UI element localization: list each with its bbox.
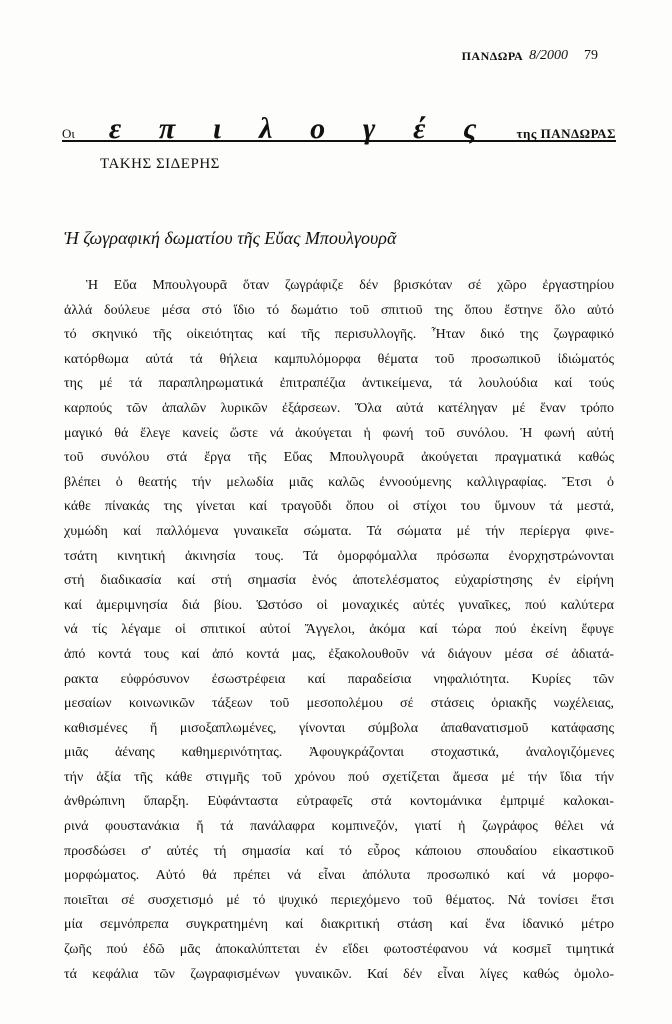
body-line: χυμώδη καί παλλόμενα γυναικεῖα σώματα. Τά σώματα μέ τήν περίεργα φινε-	[64, 523, 614, 539]
column-letter: γ	[362, 112, 376, 145]
page-number: 79	[584, 48, 598, 63]
body-line: μεσαίων κοινωνικῶν τάξεων τοῦ μεσοπολέμου σέ στάσεις ὁριακῆς νωχέλειας,	[64, 696, 614, 712]
body-line: ἀνθρώπινη ὕπαρξη. Εὐφάνταστα εὐτραφεῖς στά κοντομάνικα ἐμπριμέ καλοκαι-	[64, 794, 614, 810]
body-line: Ἡ Εὔα Μπουλγουρᾶ ὅταν ζωγράφιζε δέν βρισκόταν σέ χῶρο ἐργαστηρίου	[86, 278, 614, 293]
column-letter: ο	[310, 112, 326, 145]
body-line: τά κεφάλια τῶν ζωγραφισμένων γυναικῶν. Καί δέν εἶναι λίγες καθώς ὁμολο-	[64, 966, 614, 982]
body-line: της μέ τά παραπληρωματικά ἐπιτραπέζια ἀντικείμενα, τά λουλούδια καί τούς	[64, 376, 614, 392]
body-line: τοῦ συνόλου στά ἔργα τῆς Εὔας Μπουλγουρᾶ ἀκούγεται πραγματικά καθώς	[64, 450, 614, 466]
body-line: καθισμένες ἤ μισοξαπλωμένες, γίνονται σύμβολα ἀπαθανατισμοῦ κατάφασης	[64, 720, 614, 736]
journal-logo-text: ΠΑΝΔΩΡΑ	[461, 48, 524, 63]
body-line: καρπούς τῶν ἁπαλῶν λυρικῶν ἐξάρσεων. Ὅλα αὐτά κατέληγαν μέ ἕναν τρόπο	[64, 400, 614, 416]
column-letter: έ	[413, 112, 426, 145]
body-line: τήν ἀξία τῆς κάθε στιγμῆς τοῦ χρόνου πού σχετίζεται ἄμεσα μέ τήν ἴδια τήν	[64, 769, 614, 785]
body-line: μιᾶς ἀέναης καθημερινότητας. Ἀφουγκράζονται στοχαστικά, ἀναλογιζόμενες	[64, 745, 614, 761]
running-header	[462, 48, 598, 64]
body-line: νά τίς λέγαμε οἱ σπιτικοί αὐτοί Ἄγγελοι, ἀκόμα καί τώρα πού ἐκείνη ἔφυγε	[64, 622, 614, 638]
body-line: ἀλλά δούλευε μέσα στό ἴδιο τό δωμάτιο τοῦ σπιτιοῦ της ὅπου ἔστηνε ὅλο αὐτό	[64, 302, 614, 318]
header-rule	[62, 140, 616, 142]
body-line: μαγικό θά ἔλεγε κανείς ὥστε νά ἀκούγεται ἡ φωνή τοῦ συνόλου. Ἡ φωνή αὐτή	[64, 425, 614, 441]
body-line: βλέπει ὁ θεατής τήν μελωδία μιᾶς καλῶς ἐννοούμενης καλλιγραφίας. Ἔτσι ὁ	[64, 474, 614, 490]
body-line: ρακτα εὐφρόσυνον ἐσωστρέφεια καί παραδείσια νηφαλιότητα. Κυρίες τῶν	[64, 671, 614, 687]
column-letter: ς	[463, 112, 477, 145]
body-line: τό σκηνικό τῆς οἰκειότητας καί τῆς περισυλλογῆς. Ἦταν δικό της ζωγραφικό	[64, 327, 614, 343]
body-line: ἀπό κοντά τους καί ἀπό κοντά μας, ἐξακολουθοῦν νά διάγουν μέσα σέ ἀδιατά-	[64, 646, 614, 662]
column-letter: ε	[108, 112, 122, 145]
body-line: ποιεῖται σέ συσχετισμό μέ τό ψυχικό περιεχόμενο τοῦ θέματος. Νά τονίσει ἔτσι	[64, 892, 614, 908]
article-body	[64, 274, 614, 987]
body-line: στή διαδικασία καί στή σημασία ἑνός ἀποτελέσματος εὐχαρίστησης ἐν εἰρήνη	[64, 573, 614, 589]
body-line: κατόρθωμα αὐτά τά θήλεια καμπυλόμορφα θέματα τοῦ προσωπικοῦ ἰδιώματός	[64, 351, 614, 367]
article-title: Ἡ ζωγραφική δωματίου τῆς Εὔας Μπουλγουρᾶ	[64, 228, 397, 248]
journal-logo	[462, 49, 524, 64]
body-line: καί ἀμεριμνησία διά βίου. Ὡστόσο οἱ μοναχικές αὐτές γυναῖκες, πού καλύτερα	[64, 597, 614, 613]
body-line: μορφώματος. Αὐτό θά πρέπει νά εἶναι ἀπόλυτα προσωπικό καί νά μορφο-	[64, 868, 614, 884]
body-line: ζωῆς πού ἐδῶ μᾶς ἀποκαλύπτεται ἐν εἴδει φωτοστέφανου νά κοσμεῖ τιμητικά	[64, 942, 614, 958]
body-line: τσάτη κινητική ἀκινησία τους. Τά ὁμορφόμαλλα πρόσωπα ἐνορχηστρώνονται	[64, 548, 614, 564]
column-prefix: Οι	[62, 126, 75, 141]
body-line: προσδώσει σ' αὐτές τή σημασία καί τό εὖρος κάποιου σπουδαίου εἰκαστικοῦ	[64, 843, 614, 859]
body-line: μία σεμνόπρεπα συγκρατημένη καί διακριτική στάση καί ἕνα ἰδανικό μέτρο	[64, 917, 614, 933]
body-line: κάθε πίνακάς της γίνεται καί τραγοῦδι ὅπου οἱ στίχοι του ὕμνουν τά μεστά,	[64, 499, 614, 515]
column-letter: ι	[213, 112, 222, 145]
author-name: ΤΑΚΗΣ ΣΙΔΕΡΗΣ	[100, 156, 220, 172]
issue-number: 8/2000	[529, 48, 568, 63]
column-letter: π	[158, 112, 176, 145]
body-line: ρινά φουστανάκια ἤ τά πανάλαφρα κομπινεζόν, γιατί ἡ ζωγράφος θέλει νά	[64, 819, 614, 835]
column-suffix: της ΠΑΝΔΩΡΑΣ	[516, 126, 616, 141]
column-letter: λ	[259, 112, 273, 145]
